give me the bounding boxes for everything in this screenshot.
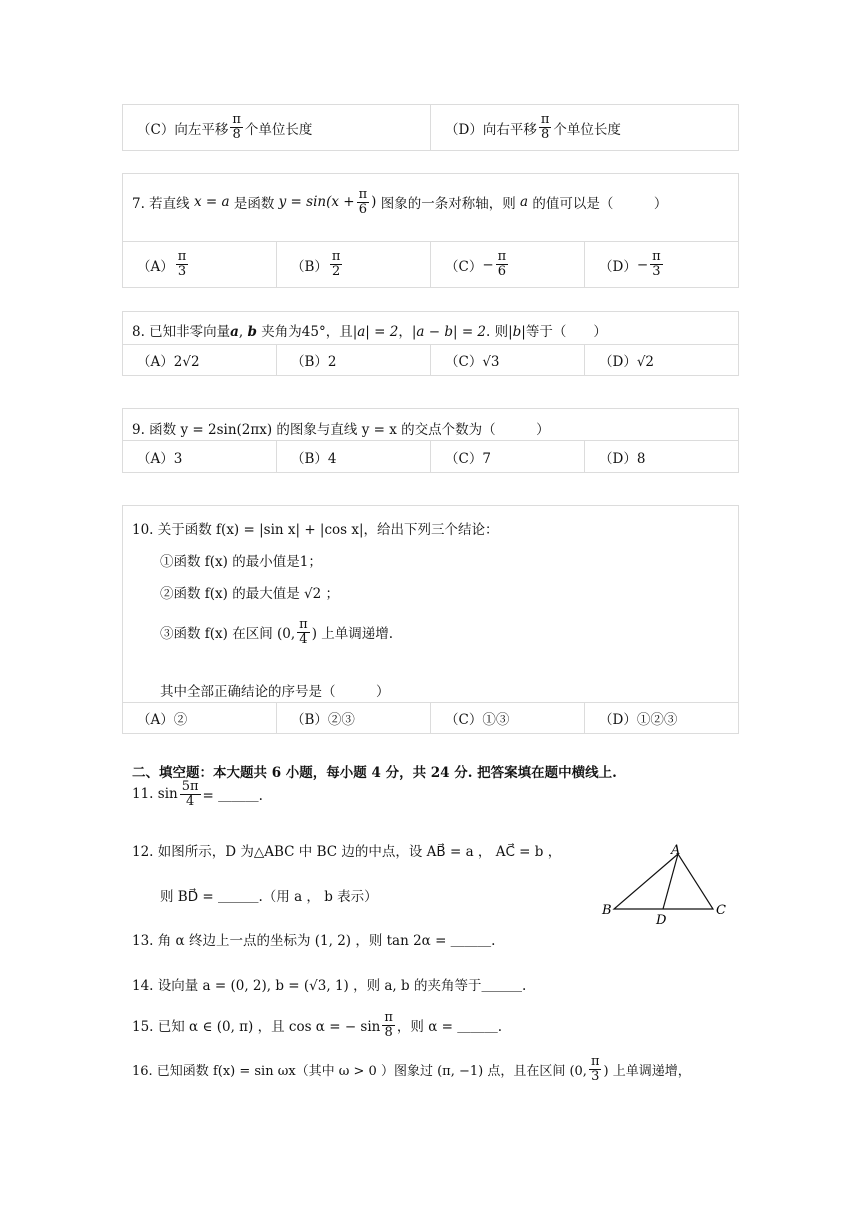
q10-ask: 其中全部正确结论的序号是（ ）: [160, 684, 390, 700]
vertex-b-label: B: [602, 903, 612, 918]
q7-variable: a: [520, 194, 529, 211]
q9-option-a: （A）3: [123, 441, 277, 472]
q8-angle: 45°: [301, 324, 326, 340]
q8-norm-a: |a| = 2: [352, 324, 399, 340]
q7-options-row: [122, 241, 739, 288]
q10-options-row: [122, 702, 739, 734]
q12-line-1: 12. 如图所示，D 为△ABC 中 BC 边的中点，设 AB⃗ = a ， AC⃗ = b ，: [132, 844, 562, 860]
fraction: $\frac{\pi}{8}$: [540, 112, 550, 142]
q8-option-d: （D）√2: [599, 354, 655, 370]
q8-comma: ,: [238, 324, 244, 340]
q15: [132, 1011, 502, 1039]
q10-conclusion-3: [160, 618, 393, 646]
vector-a: a: [230, 324, 239, 340]
q7-paren: ): [371, 194, 377, 211]
vector-b: b: [247, 324, 257, 340]
q7-line-equation: x = a: [193, 194, 230, 211]
triangle-abc: [614, 854, 713, 909]
fraction: $\frac{\pi}{6}$: [358, 187, 368, 217]
q16: [132, 1055, 691, 1083]
q10-stem: 10. 关于函数 f(x) = |sin x| + |cos x|，给出下列三个结论：: [132, 522, 499, 538]
q6-option-d-text: （D）向右平移: [445, 121, 537, 138]
fraction: $\frac{\pi}{8}$: [232, 112, 241, 142]
vertex-c-label: C: [716, 903, 726, 918]
q8-norm-b: |b|: [508, 324, 526, 340]
q9-option-d: （D）8: [599, 450, 646, 467]
q11-suffix: = ＿＿＿.: [202, 788, 263, 805]
q10-option-b: （B）②③: [277, 703, 431, 733]
q8-stem-part: 8. 已知非零向量: [132, 324, 231, 340]
vertex-d-label: D: [656, 913, 667, 928]
q7-function: y = sin(x +: [278, 194, 355, 211]
q15-text: 15. 已知 α ∈ (0, π) ，且 cos α = − sin: [132, 1019, 381, 1036]
q7-option-a: （A） $\frac{\pi}{3}$: [123, 242, 277, 287]
q15-suffix: ，则 α = ＿＿＿.: [396, 1019, 503, 1036]
q7-option-b: （B） $\frac{\pi}{2}$: [277, 242, 431, 287]
q8-stem-part: 夹角为: [261, 324, 302, 340]
q7-stem-part: 7. 若直线: [132, 196, 190, 213]
q6-option-c-suffix: 个单位长度: [244, 121, 313, 138]
q8-option-b: （B）2: [277, 345, 431, 375]
q6-option-c: [123, 105, 431, 150]
triangle-figure: [598, 842, 738, 928]
fraction: $\frac{\pi}{4}$: [299, 617, 308, 647]
q10-option-d: （D）①②③: [599, 712, 678, 728]
q13: 13. 角 α 终边上一点的坐标为 (1, 2) ，则 tan 2α = ＿＿＿.: [132, 933, 496, 949]
q7-option-d: （D） − $\frac{\pi}{3}$: [599, 249, 661, 279]
q14: 14. 设向量 a = (0, 2), b = (√3, 1) ，则 a, b 的夹角等于＿＿＿.: [132, 978, 527, 994]
q7-option-c: （C） − $\frac{\pi}{6}$: [431, 242, 585, 287]
q7-stem: [132, 188, 667, 216]
q8-option-a: （A）2√2: [123, 345, 277, 375]
q8-stem-part: ，且: [325, 324, 353, 340]
q10-option-c: （C）①③: [431, 703, 585, 733]
q6-options-row: [122, 104, 739, 151]
q11: [132, 780, 263, 808]
q9-stem: 9. 函数 y = 2sin(2πx) 的图象与直线 y = x 的交点个数为（ ）: [132, 422, 550, 438]
vertex-a-label: A: [671, 843, 681, 858]
fraction: $\frac{5\pi}{4}$: [181, 779, 199, 809]
q12-line-2: 则 BD⃗ = ＿＿＿.（用 a ， b 表示）: [160, 889, 378, 905]
q6-option-c-text: （C）向左平移: [137, 121, 229, 138]
q9-option-c: （C）7: [431, 441, 585, 472]
q9-option-b: （B）4: [277, 441, 431, 472]
q6-option-d: [431, 105, 738, 150]
section-2-heading: 二、填空题：本大题共 6 小题，每小题 4 分，共 24 分. 把答案填在题中横线上.: [132, 765, 617, 781]
median-ad: [663, 854, 678, 909]
q8-stem-part: 等于（ ）: [525, 324, 607, 340]
q6-option-d-suffix: 个单位长度: [553, 121, 621, 138]
q7-stem-part: 的值可以是（ ）: [532, 196, 668, 213]
q16-suffix: ) 上单调递增，: [603, 1063, 691, 1079]
q10-c3-suffix: ) 上单调递增.: [311, 626, 394, 643]
fraction: $\frac{\pi}{3}$: [590, 1054, 600, 1084]
q9-options-row: [122, 440, 739, 473]
q11-text: 11. sin: [132, 786, 178, 803]
q7-stem-part: 图象的一条对称轴，则: [380, 196, 516, 213]
q10-c3-text: ③函数 f(x) 在区间 (0,: [160, 626, 296, 643]
fraction: $\frac{\pi}{8}$: [384, 1010, 393, 1040]
q8-stem: 8. 已知非零向量a, b 夹角为45°，且|a| = 2，|a − b| = 2. 则|b|等于（ ）: [132, 324, 607, 340]
q10-conclusion-2: ②函数 f(x) 的最大值是 √2 ；: [160, 586, 339, 602]
q7-stem-part: 是函数: [233, 196, 275, 213]
q8-option-c: （C）√3: [431, 345, 585, 375]
q8-norm-diff: |a − b| = 2: [411, 324, 487, 340]
q8-stem-part: . 则: [486, 324, 509, 340]
q8-options-row: [122, 344, 739, 376]
q16-text: 16. 已知函数 f(x) = sin ωx（其中 ω > 0 ）图象过 (π, −1) 点，且在区间 (0,: [132, 1063, 587, 1079]
q10-option-a: （A）②: [123, 703, 277, 733]
q10-conclusion-1: ①函数 f(x) 的最小值是1；: [160, 554, 322, 570]
